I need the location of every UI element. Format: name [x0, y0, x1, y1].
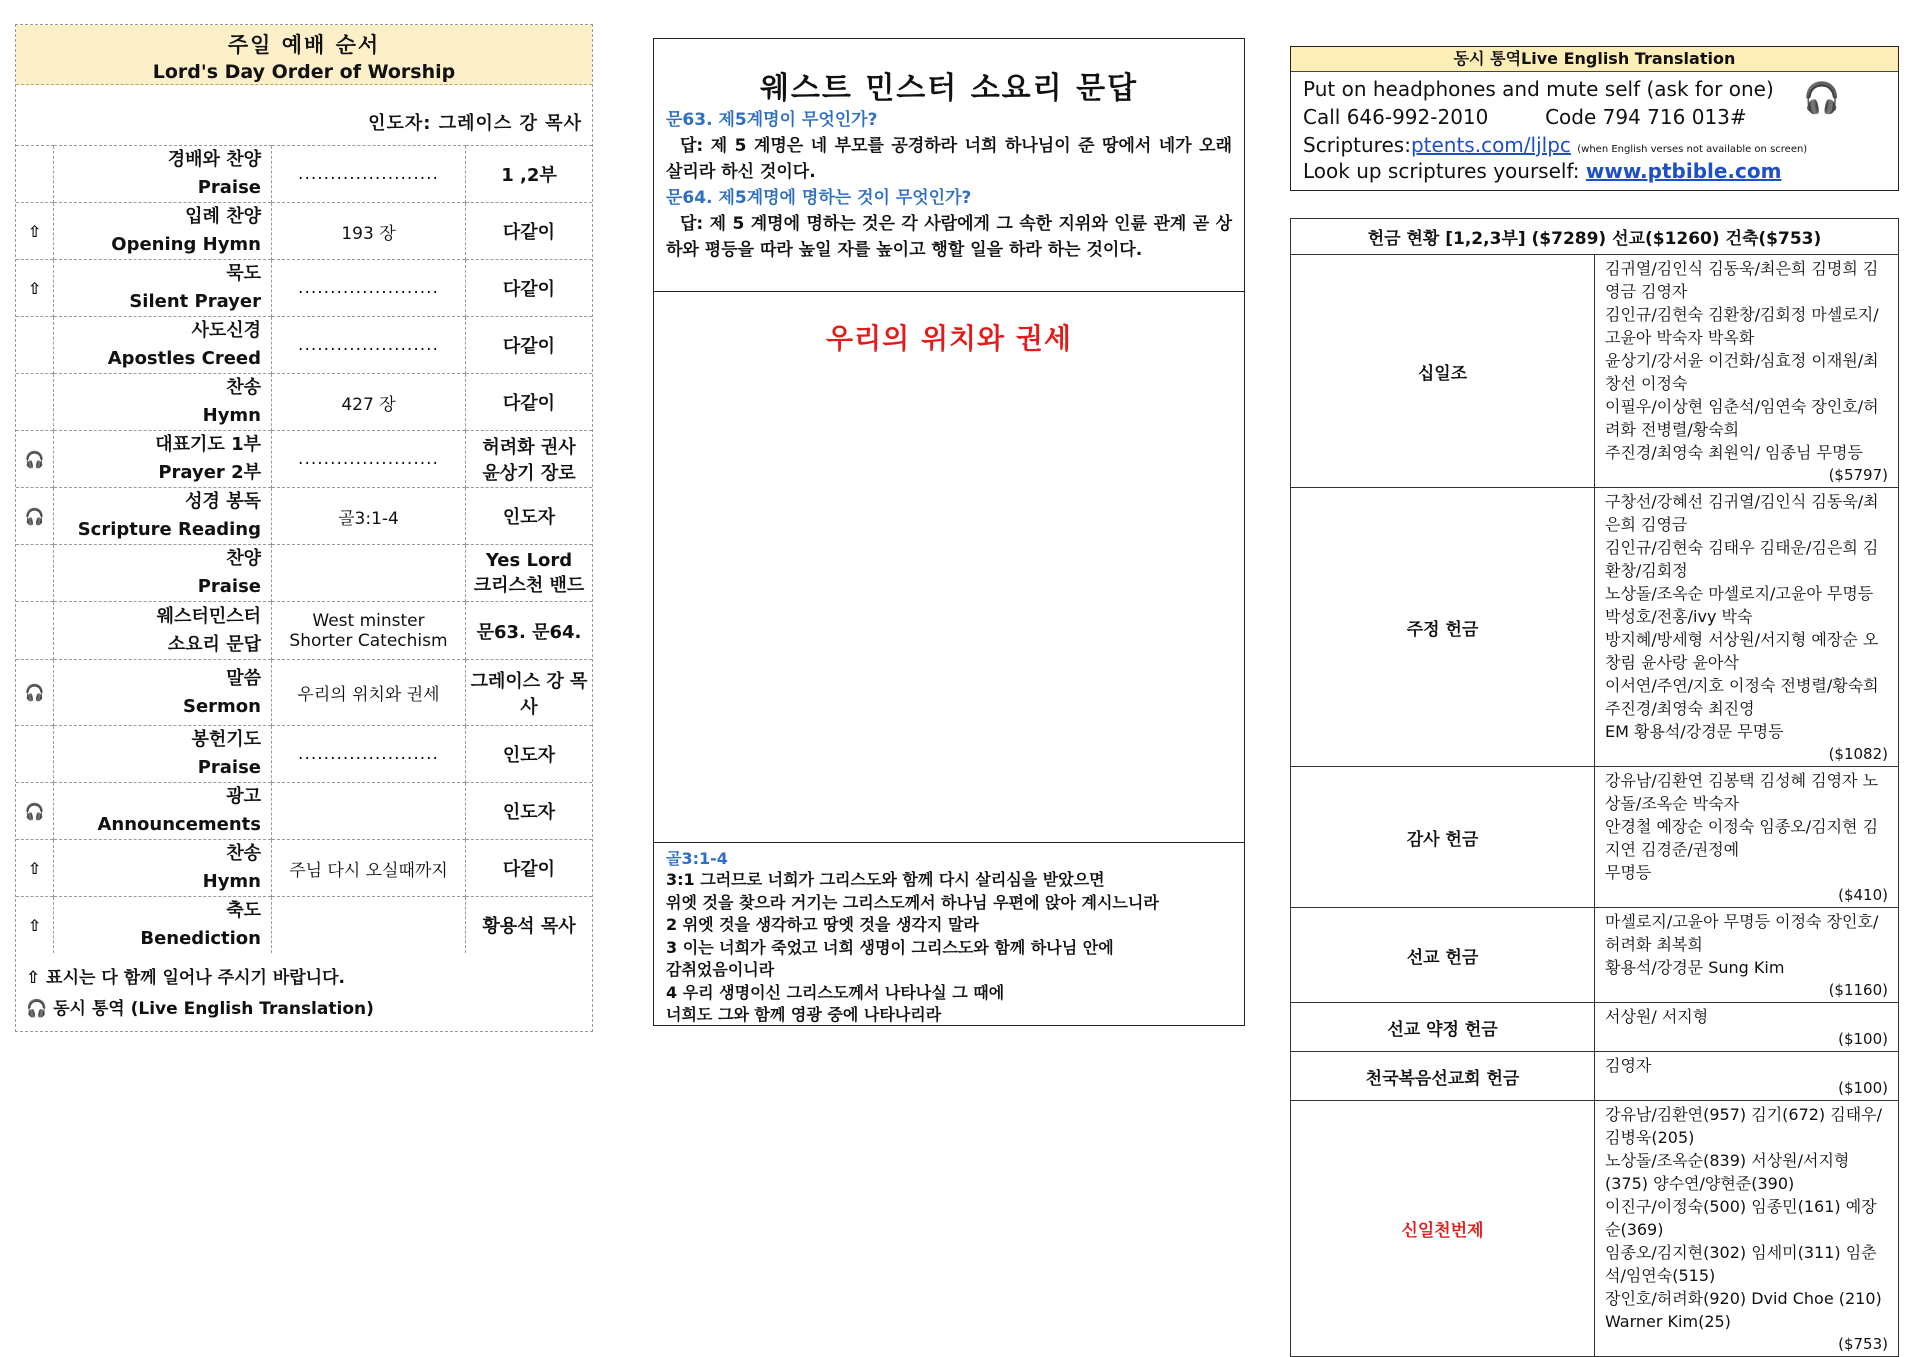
item-name-ko: 묵도 [226, 263, 261, 284]
order-row [16, 317, 592, 374]
order-item-leader [466, 602, 593, 660]
leader-line: 다같이 [502, 279, 556, 300]
donor-line: 황용석/강경문 Sung Kim [1605, 958, 1785, 977]
donor-line: 김귀열/김인식 김동욱/최은희 김명희 김영금 김영자 [1605, 259, 1879, 301]
question-63: 문63. 제5계명이 무엇인가? [666, 110, 878, 130]
item-name-en: Hymn [202, 871, 261, 892]
leader-line: 다같이 [502, 222, 556, 243]
offering-amount: ($5797) [1828, 466, 1888, 484]
item-name-ko: 웨스터민스터 [156, 605, 261, 627]
order-item-name [54, 317, 272, 374]
answer-63: 답: 제 5 계명은 네 부모를 공경하라 너희 하나님이 준 땅에서 네가 오래 살리라 하신 것이다. [666, 136, 1232, 182]
order-row [16, 660, 592, 726]
order-row [16, 783, 592, 840]
translation-instructions: Put on headphones and mute self (ask for one) [1303, 77, 1774, 101]
leader-line: 다같이 [502, 859, 556, 880]
sermon-title: 우리의 위치와 권세 [826, 322, 1072, 355]
offering-names [1595, 1003, 1899, 1052]
detail-line: ...................... [298, 335, 439, 355]
item-name-en: Announcements [97, 814, 261, 835]
empty-icon-cell [16, 726, 54, 783]
offering-row [1291, 1101, 1899, 1357]
lookup-line [1303, 159, 1781, 183]
donor-line: 임종오/김지현(302) 임세미(311) 임춘석/임연숙(515) [1605, 1243, 1877, 1285]
offering-category: 선교 헌금 [1291, 908, 1595, 1003]
leader-line: 인도자 [502, 802, 556, 823]
order-item-name [54, 545, 272, 602]
order-item-detail [272, 783, 466, 840]
catechism-title: 웨스트 민스터 소요리 문답 [759, 71, 1139, 106]
order-row [16, 203, 592, 260]
donor-line: 안경철 예장순 이정숙 임종오/김지현 김지연 김경준/권정예 [1605, 817, 1879, 859]
donor-line: EM 황용석/강경문 무명등 [1605, 722, 1784, 741]
offering-category: 천국복음선교회 헌금 [1291, 1052, 1595, 1101]
offering-category: 선교 약정 헌금 [1291, 1003, 1595, 1052]
footnote-stand: 표시는 다 함께 일어나 주시기 바랍니다. [46, 968, 345, 988]
order-item-name [54, 602, 272, 660]
donor-line: 마셀로지/고윤아 무명등 이정숙 장인호/허려화 최복희 [1605, 912, 1879, 954]
order-item-leader [466, 897, 593, 954]
order-item-name [54, 726, 272, 783]
translation-header: 동시 통역Live English Translation [1291, 47, 1898, 72]
worship-leader: 인도자: 그레이스 강 목사 [368, 113, 582, 134]
offering-names [1595, 767, 1899, 908]
scriptures-line [1303, 133, 1807, 157]
leader-line: 인도자 [502, 507, 556, 528]
stand-icon: ⇧ [26, 968, 41, 988]
scripture-line: 감취었음이니라 [666, 960, 775, 979]
donor-line: 이진구/이정숙(500) 임종민(161) 예장순(369) [1605, 1197, 1877, 1239]
order-item-name [54, 260, 272, 317]
offering-amount: ($1160) [1828, 981, 1888, 999]
order-item-detail [272, 260, 466, 317]
order-item-detail [272, 374, 466, 431]
offering-amount: ($1082) [1828, 745, 1888, 763]
leader-line: 황용석 목사 [482, 916, 576, 937]
order-title-en: Lord's Day Order of Worship [152, 61, 456, 83]
donor-line: 이필우/이상현 임춘석/임연숙 장인호/허려화 전병렬/황숙희 [1605, 397, 1879, 439]
order-row [16, 726, 592, 783]
offering-category: 주정 헌금 [1291, 488, 1595, 767]
order-item-name [54, 783, 272, 840]
donor-line: 김영자 [1605, 1056, 1652, 1075]
detail-line: 주님 다시 오실때까지 [289, 860, 448, 881]
scriptures-link[interactable]: ptents.com/ljlpc [1410, 133, 1571, 157]
lookup-label: Look up scriptures yourself: [1303, 159, 1586, 183]
order-item-detail [272, 203, 466, 260]
item-name-en: Praise [197, 576, 261, 597]
leader-line-2: 윤상기 장로 [482, 463, 576, 484]
detail-line: West minster [312, 610, 425, 631]
detail-line: 우리의 위치와 권세 [297, 685, 440, 705]
scripture-line: 4 우리 생명이신 그리스도께서 나타나실 그 때에 [666, 982, 1005, 1002]
item-name-en: Silent Prayer [129, 291, 261, 312]
donor-line: 강유남/김환연(957) 김기(672) 김태우/김병욱(205) [1605, 1105, 1883, 1147]
scriptures-note: (when English verses not available on screen) [1577, 144, 1808, 155]
order-item-name [54, 897, 272, 954]
detail-line-2: Shorter Catechism [289, 630, 448, 651]
scriptures-label: Scriptures: [1303, 133, 1411, 157]
donor-line: 김인규/김현숙 김환창/김회정 마셀로지/고윤아 박숙자 박옥화 [1605, 305, 1879, 347]
empty-icon-cell [16, 545, 54, 602]
order-item-leader [466, 660, 593, 726]
item-name-en: Scripture Reading [77, 519, 261, 540]
detail-line: 427 장 [341, 394, 396, 415]
leader-line: 다같이 [502, 336, 556, 357]
order-item-detail [272, 488, 466, 545]
donor-line: 구창선/강혜선 김귀열/김인식 김동욱/최은희 김영금 [1605, 492, 1879, 534]
order-item-detail [272, 431, 466, 488]
order-row [16, 374, 592, 431]
order-item-name [54, 840, 272, 897]
order-item-name [54, 431, 272, 488]
detail-line: ...................... [298, 744, 439, 764]
donor-line: 무명등 [1605, 863, 1652, 882]
donor-line: 윤상기/강서윤 이건화/심효정 이재원/최창선 이정숙 [1605, 351, 1879, 393]
scripture-passage [654, 842, 1244, 1026]
donor-line: 서상원/ 서지형 [1605, 1007, 1709, 1026]
order-item-name [54, 660, 272, 726]
scripture-line: 3:1 그러므로 너희가 그리스도와 함께 다시 살리심을 받았으면 [666, 870, 1105, 889]
order-header [16, 25, 592, 85]
order-row [16, 260, 592, 317]
offering-row [1291, 255, 1899, 488]
item-name-en: Praise [197, 757, 261, 778]
offering-names [1595, 488, 1899, 767]
stand-icon: ⇧ [16, 840, 54, 897]
offering-row [1291, 908, 1899, 1003]
offering-category: 신일천번제 [1291, 1101, 1595, 1357]
scripture-line: 너희도 그와 함께 영광 중에 나타나리라 [666, 1005, 942, 1024]
item-name-en: Hymn [202, 405, 261, 426]
stand-icon: ⇧ [16, 203, 54, 260]
offering-row [1291, 767, 1899, 908]
item-name-ko: 경배와 찬양 [167, 149, 261, 170]
donor-line: 주진경/최영숙 최원익/ 임종님 무명등 [1605, 443, 1863, 462]
item-name-en: Opening Hymn [111, 234, 261, 255]
offering-row [1291, 1052, 1899, 1101]
item-name-ko: 성경 봉독 [185, 491, 261, 512]
headphones-icon: 🎧 [26, 999, 48, 1019]
order-title-ko: 주일 예배 순서 [227, 33, 381, 57]
offering-names [1595, 1101, 1899, 1357]
scripture-line: 2 위엣 것을 생각하고 땅엣 것을 생각지 말라 [666, 915, 979, 934]
order-item-leader [466, 431, 593, 488]
offering-names [1595, 908, 1899, 1003]
leader-line: Yes Lord [485, 549, 573, 571]
order-item-detail [272, 545, 466, 602]
order-item-name [54, 146, 272, 203]
order-row [16, 602, 592, 660]
order-of-worship-panel [15, 24, 593, 1032]
offering-table [1290, 218, 1899, 1357]
headphones-icon: 🎧 [1803, 81, 1841, 116]
stand-icon: ⇧ [16, 260, 54, 317]
item-name-en: Sermon [183, 695, 261, 717]
order-row [16, 545, 592, 602]
leader-line: 그레이스 강 목사 [470, 670, 588, 718]
item-name-en: Praise [197, 177, 261, 198]
order-item-leader [466, 374, 593, 431]
order-item-leader [466, 840, 593, 897]
donor-line: 노상돌/조옥순 마셀로지/고윤아 무명등 박성호/전홍/ivy 박숙 [1605, 584, 1874, 626]
donor-line: 강유남/김환연 김봉택 김성혜 김영자 노상돌/조옥순 박숙자 [1605, 771, 1879, 813]
offering-row [1291, 488, 1899, 767]
offering-amount: ($410) [1838, 886, 1888, 904]
item-name-ko: 사도신경 [191, 320, 261, 341]
order-item-leader [466, 726, 593, 783]
donor-line: 노상돌/조옥순(839) 서상원/서지형(375) 양수연/양현준(390) [1605, 1151, 1850, 1193]
order-item-leader [466, 545, 593, 602]
headphones-icon: 🎧 [16, 783, 54, 840]
offering-header: 헌금 현황 [1,2,3부] ($7289) 선교($1260) 건축($753) [1291, 219, 1899, 255]
order-item-detail [272, 317, 466, 374]
empty-icon-cell [16, 146, 54, 203]
order-item-name [54, 203, 272, 260]
item-name-ko: 찬송 [226, 377, 261, 398]
empty-icon-cell [16, 317, 54, 374]
order-row [16, 146, 592, 203]
empty-icon-cell [16, 602, 54, 660]
offering-category: 십일조 [1291, 255, 1595, 488]
empty-icon-cell [16, 374, 54, 431]
detail-line: ...................... [298, 449, 439, 469]
offering-amount: ($100) [1838, 1030, 1888, 1048]
order-item-detail [272, 602, 466, 660]
leader-line: 허려화 권사 [482, 437, 576, 458]
call-info [1303, 105, 1747, 129]
offering-category: 감사 헌금 [1291, 767, 1595, 908]
footnote-translation: 동시 통역 (Live English Translation) [53, 999, 374, 1019]
item-name-en: Benediction [140, 928, 261, 949]
scripture-line: 위엣 것을 찾으라 거기는 그리스도께서 하나님 우편에 앉아 계시느니라 [666, 892, 1159, 912]
order-item-detail [272, 840, 466, 897]
order-item-detail [272, 660, 466, 726]
order-item-leader [466, 488, 593, 545]
leader-line: 문63. 문64. [476, 621, 582, 643]
item-name-ko: 대표기도 1부 [155, 434, 261, 455]
donor-line: 방지혜/방세형 서상원/서지형 예장순 오창림 윤사랑 윤아삭 [1605, 630, 1879, 672]
item-name-en: Apostles Creed [107, 348, 261, 369]
question-64: 문64. 제5계명에 명하는 것이 무엇인가? [666, 188, 972, 208]
donor-line: 김인규/김현숙 김태우 김태운/김은희 김환창/김회정 [1605, 538, 1879, 580]
detail-line: ...................... [298, 164, 439, 184]
answer-64: 답: 제 5 계명에 명하는 것은 각 사람에게 그 속한 지위와 인륜 관계 곧 상하와 평등을 따라 높일 자를 높이고 행할 일을 하라 하는 것이다. [666, 214, 1232, 260]
order-item-leader [466, 317, 593, 374]
order-item-leader [466, 783, 593, 840]
item-name-ko: 찬양 [226, 548, 261, 569]
item-name-ko: 축도 [226, 900, 261, 921]
offering-amount: ($753) [1838, 1335, 1888, 1353]
item-name-ko: 봉헌기도 [191, 729, 261, 750]
leader-line: 1 ,2부 [501, 165, 557, 186]
order-item-leader [466, 260, 593, 317]
offering-row [1291, 1003, 1899, 1052]
order-footnotes [26, 963, 374, 1025]
order-item-detail [272, 146, 466, 203]
item-name-en: 소요리 문답 [167, 633, 261, 655]
donor-line: 장인호/허려화(920) Dvid Choe (210) Warner Kim(25) [1605, 1289, 1882, 1331]
donor-line: 이서연/주연/지호 이정숙 전병렬/황숙희 주진경/최영숙 최진영 [1605, 676, 1879, 718]
scripture-ref: 골3:1-4 [666, 849, 728, 868]
headphones-icon: 🎧 [16, 660, 54, 726]
detail-line: 골3:1-4 [338, 508, 399, 529]
order-item-detail [272, 726, 466, 783]
catechism-panel [653, 38, 1245, 1026]
offering-names [1595, 1052, 1899, 1101]
call-number: Call 646-992-2010 [1303, 105, 1489, 129]
item-name-ko: 광고 [226, 786, 261, 807]
meeting-code: Code 794 716 013# [1545, 105, 1747, 129]
scripture-line: 3 이는 너희가 죽었고 너희 생명이 그리스도와 함께 하나님 안에 [666, 937, 1114, 957]
order-item-name [54, 488, 272, 545]
order-item-leader [466, 146, 593, 203]
order-row [16, 431, 592, 488]
item-name-ko: 입례 찬양 [185, 206, 261, 227]
order-item-leader [466, 203, 593, 260]
detail-line: ...................... [298, 278, 439, 298]
order-row [16, 897, 592, 954]
leader-line-2: 크리스천 밴드 [473, 574, 585, 596]
headphones-icon: 🎧 [16, 431, 54, 488]
lookup-link[interactable]: www.ptbible.com [1585, 159, 1782, 183]
item-name-ko: 말씀 [226, 667, 261, 689]
leader-line: 인도자 [502, 745, 556, 766]
detail-line: 193 장 [341, 223, 396, 244]
stand-icon: ⇧ [16, 897, 54, 954]
catechism-qa [666, 107, 1232, 263]
order-table [16, 145, 592, 953]
item-name-ko: 찬송 [226, 843, 261, 864]
order-row [16, 840, 592, 897]
item-name-en: Prayer 2부 [158, 462, 261, 483]
offering-names [1595, 255, 1899, 488]
leader-line: 다같이 [502, 393, 556, 414]
order-item-detail [272, 897, 466, 954]
catechism-section [654, 39, 1244, 292]
order-row [16, 488, 592, 545]
order-item-name [54, 374, 272, 431]
translation-box [1290, 46, 1899, 191]
headphones-icon: 🎧 [16, 488, 54, 545]
offering-amount: ($100) [1838, 1079, 1888, 1097]
